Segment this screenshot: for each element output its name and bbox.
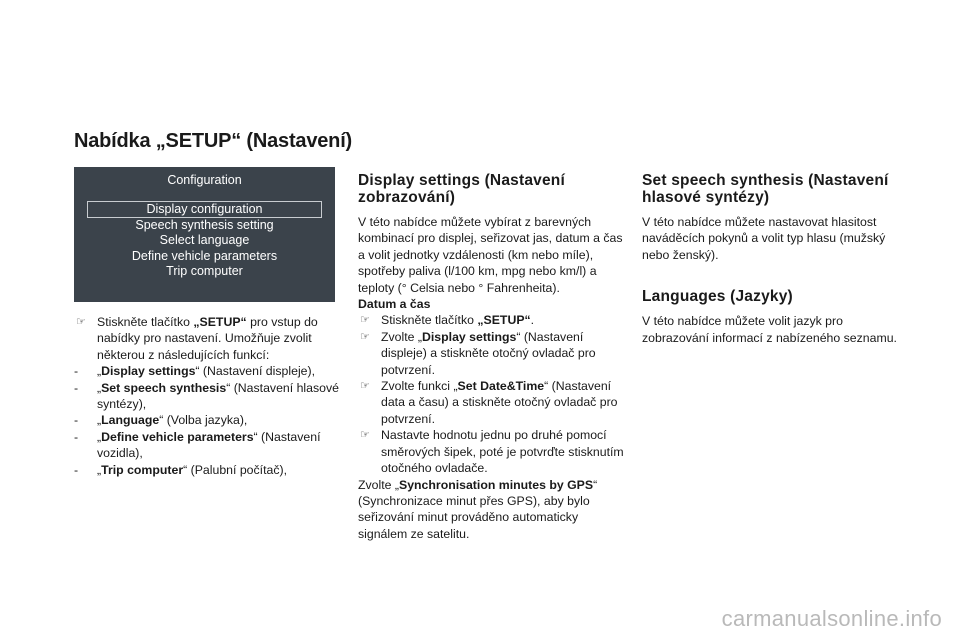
screen-header: Configuration <box>167 173 242 187</box>
pointing-hand-icon: ☞ <box>360 330 370 343</box>
section-heading: Display settings (Nastavení zobrazování) <box>358 172 565 206</box>
page-title: Nabídka „SETUP“ (Nastavení) <box>74 130 353 152</box>
section-paragraph: V této nabídce můžete nastavovat hlasitost naváděcích pokynů a volit typ hlasu (mužský nebo ženský). <box>642 215 886 262</box>
option-name: Set speech synthesis <box>101 380 227 395</box>
step-bold: Set Date&Time <box>457 379 545 394</box>
watermark: carmanualsonline.info <box>721 606 942 631</box>
step-text: Zvolte „ <box>381 329 422 344</box>
step-text: “ (Nastavení displeje) a stiskněte otočný ovladač pro potvrzení. <box>381 329 596 377</box>
sync-paragraph <box>358 477 626 543</box>
spacer <box>642 263 912 288</box>
option-name: Define vehicle parameters <box>101 429 254 444</box>
step-bold: „SETUP“ <box>193 315 247 329</box>
dash-marker: - <box>74 380 79 395</box>
quote-open: „ <box>97 429 102 444</box>
option-desc: “ (Palubní počítač), <box>183 462 287 477</box>
option-desc: “ (Nastavení hlasové syntézy), <box>97 380 339 412</box>
pointing-hand-icon: ☞ <box>360 429 370 442</box>
screen-menu-item: Speech synthesis setting <box>135 217 274 232</box>
bullet-step <box>74 314 344 363</box>
pointing-hand-icon: ☞ <box>360 380 370 393</box>
dash-marker: - <box>74 429 79 444</box>
section-paragraph: V této nabídce můžete vybírat z barevných kombinací pro displej, seřizovat jas, datum a čas a volit jednotky vzdálenosti (km nebo míle), spotřeby paliva (l/100 km, mpg nebo km/l) a teploty (° Celsia nebo ° Fahrenheita). <box>358 215 623 295</box>
bullet-step <box>358 312 626 328</box>
option-item <box>74 462 344 478</box>
screen-menu-item: Define vehicle parameters <box>131 248 278 263</box>
option-name: Language <box>101 413 160 428</box>
quote-open: „ <box>97 413 102 428</box>
pointing-hand-icon: ☞ <box>76 316 86 328</box>
dash-marker: - <box>74 462 79 477</box>
option-desc: “ (Volba jazyka), <box>159 413 248 428</box>
bullet-step <box>358 329 626 378</box>
step-bold: Display settings <box>422 329 517 344</box>
screen-menu-list <box>74 201 335 280</box>
option-item <box>74 363 344 379</box>
step-text: Zvolte funkci „ <box>381 379 458 394</box>
step-text: Stiskněte tlačítko <box>97 315 194 329</box>
step-text: Stiskněte tlačítko <box>381 313 478 328</box>
option-desc: “ (Nastavení displeje), <box>195 364 316 379</box>
option-item <box>74 380 344 413</box>
step-text: Nastavte hodnotu jednu po druhé pomocí směrových šipek, poté je potvrďte stisknutím otočného ovladače. <box>381 428 624 476</box>
step-text: . <box>530 313 535 328</box>
step-text: “ (Nastavení data a času) a stiskněte otočný ovladač pro potvrzení. <box>381 379 618 426</box>
dash-marker: - <box>74 413 79 428</box>
subheading-text: Datum a čas <box>358 297 431 312</box>
setup-screen-image <box>74 167 335 302</box>
screen-menu-item-selected: Display configuration <box>87 201 322 218</box>
dash-marker: - <box>74 364 79 379</box>
quote-open: „ <box>97 364 102 379</box>
section-heading: Languages (Jazyky) <box>642 288 793 306</box>
option-name: Trip computer <box>101 462 184 477</box>
screen-menu-item: Trip computer <box>166 264 243 279</box>
option-item <box>74 412 344 428</box>
quote-open: „ <box>97 462 102 477</box>
step-bold: „SETUP“ <box>477 313 531 328</box>
display-settings-section <box>358 172 626 542</box>
sync-text: Zvolte „ <box>358 477 399 492</box>
screen-menu-item: Select language <box>159 233 250 248</box>
speech-language-section <box>642 172 912 346</box>
option-desc: “ (Nastavení vozidla), <box>97 429 321 461</box>
subheading <box>358 296 626 312</box>
bullet-step <box>358 427 626 476</box>
sync-option: Synchronisation minutes by GPS <box>399 477 594 492</box>
bullet-step <box>358 378 626 427</box>
sync-text: “ (Synchronizace minut přes GPS), aby bylo seřizování minut prováděno automaticky signálem ze satelitu. <box>358 477 598 541</box>
section-paragraph: V této nabídce můžete volit jazyk pro zobrazování informací z nabízeného seznamu. <box>642 314 897 345</box>
pointing-hand-icon: ☞ <box>360 314 370 327</box>
step-text: pro vstup do nabídky pro nastavení. Umožňuje zvolit některou z následujících funkcí: <box>97 315 318 362</box>
option-item <box>74 429 344 462</box>
section-heading: Set speech synthesis (Nastavení hlasové syntézy) <box>642 172 889 206</box>
quote-open: „ <box>97 380 102 395</box>
setup-instructions <box>74 314 344 478</box>
option-name: Display settings <box>101 364 196 379</box>
